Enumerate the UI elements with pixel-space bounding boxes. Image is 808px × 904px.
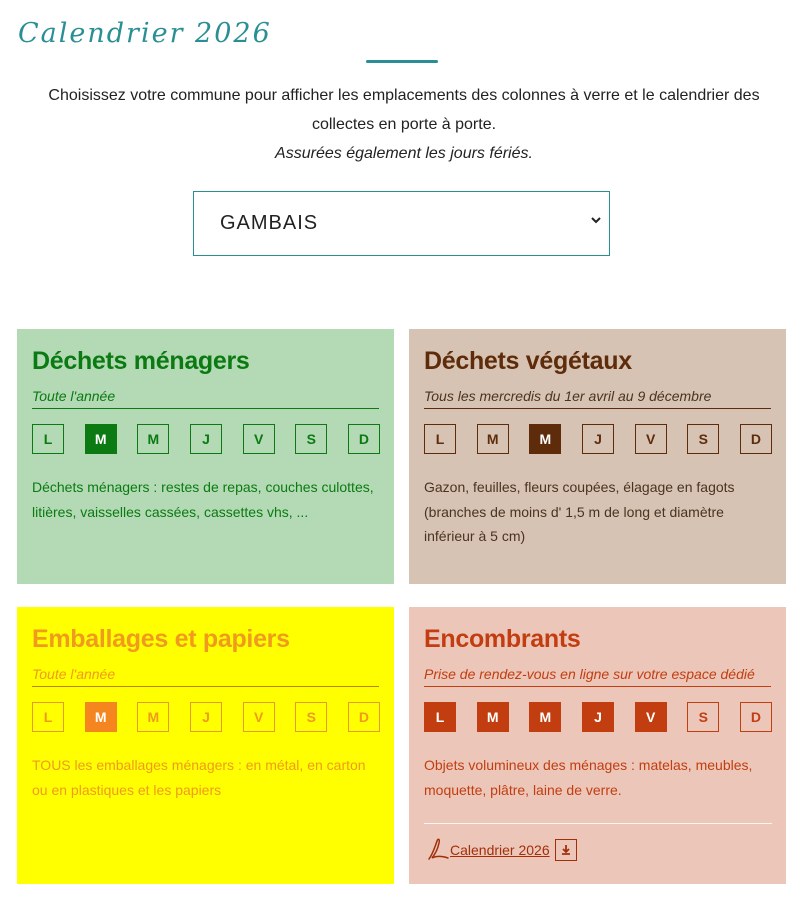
day-lundi: L xyxy=(424,424,456,454)
card-schedule: Toute l'année xyxy=(32,666,379,687)
card-description: TOUS les emballages ménagers : en métal, en carton ou en plastiques et les papiers xyxy=(32,757,366,798)
card-emballages-papiers xyxy=(17,607,394,884)
day-jeudi: J xyxy=(190,424,222,454)
download-button[interactable] xyxy=(555,839,577,861)
page-title: Calendrier 2026 xyxy=(18,18,272,49)
day-lundi: L xyxy=(32,702,64,732)
day-samedi: S xyxy=(687,702,719,732)
divider xyxy=(424,823,772,824)
chevron-down-icon xyxy=(589,213,603,227)
commune-select-value: GAMBAIS xyxy=(220,212,319,234)
day-dimanche: D xyxy=(348,424,380,454)
commune-select[interactable] xyxy=(193,191,610,256)
day-dimanche: D xyxy=(348,702,380,732)
pdf-icon xyxy=(426,837,450,863)
intro-note: Assurées également les jours fériés. xyxy=(275,145,533,162)
day-mercredi: M xyxy=(137,424,169,454)
day-vendredi: V xyxy=(635,702,667,732)
day-mercredi: M xyxy=(529,702,561,732)
card-description: Déchets ménagers : restes de repas, couches culottes, litières, vaisselles cassées, cassettes vhs, ... xyxy=(32,479,374,520)
day-jeudi: J xyxy=(582,424,614,454)
card-description: Objets volumineux des ménages : matelas, meubles, moquette, plâtre, laine de verre. xyxy=(424,757,753,798)
day-mardi: M xyxy=(477,424,509,454)
card-dechets-menagers xyxy=(17,329,394,584)
card-description: Gazon, feuilles, fleurs coupées, élagage en fagots (branches de moins d' 1,5 m de long et diamètre inférieur à 5 cm) xyxy=(424,479,735,544)
intro-line: Choisissez votre commune pour afficher les emplacements des colonnes à verre et le calendrier des collectes en porte à porte. xyxy=(48,87,760,133)
day-jeudi: J xyxy=(190,702,222,732)
collection-days xyxy=(424,424,772,454)
day-samedi: S xyxy=(295,702,327,732)
day-mercredi: M xyxy=(529,424,561,454)
card-dechets-vegetaux xyxy=(409,329,786,584)
collection-days xyxy=(32,424,380,454)
day-vendredi: V xyxy=(243,424,275,454)
day-jeudi: J xyxy=(582,702,614,732)
card-schedule: Prise de rendez-vous en ligne sur votre espace dédié xyxy=(424,666,771,687)
day-lundi: L xyxy=(32,424,64,454)
card-title: Déchets ménagers xyxy=(32,347,250,375)
day-vendredi: V xyxy=(243,702,275,732)
day-mercredi: M xyxy=(137,702,169,732)
day-samedi: S xyxy=(295,424,327,454)
card-title: Déchets végétaux xyxy=(424,347,632,375)
card-encombrants xyxy=(409,607,786,884)
intro-text xyxy=(20,81,788,168)
calendar-pdf-label: Calendrier 2026 xyxy=(450,842,550,858)
download-icon xyxy=(560,844,572,856)
card-schedule: Toute l'année xyxy=(32,388,379,409)
day-mardi: M xyxy=(85,424,117,454)
card-title: Emballages et papiers xyxy=(32,625,290,653)
day-lundi: L xyxy=(424,702,456,732)
card-title: Encombrants xyxy=(424,625,581,653)
collection-days xyxy=(32,702,380,732)
calendar-pdf-link[interactable] xyxy=(426,837,550,863)
day-samedi: S xyxy=(687,424,719,454)
card-schedule: Tous les mercredis du 1er avril au 9 décembre xyxy=(424,388,771,409)
day-mardi: M xyxy=(85,702,117,732)
day-mardi: M xyxy=(477,702,509,732)
day-vendredi: V xyxy=(635,424,667,454)
collection-days xyxy=(424,702,772,732)
title-underline xyxy=(366,60,438,63)
day-dimanche: D xyxy=(740,424,772,454)
day-dimanche: D xyxy=(740,702,772,732)
